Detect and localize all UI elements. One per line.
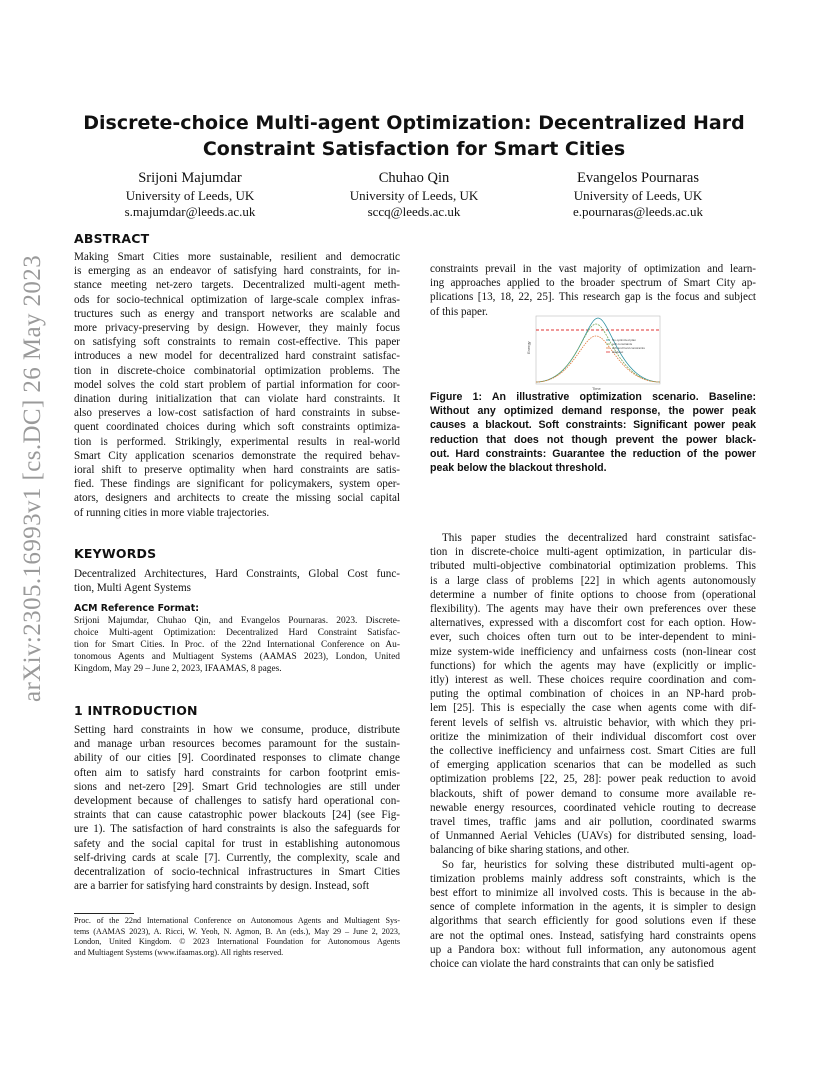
author-affiliation: University of Leeds, UK xyxy=(125,188,255,203)
paper-title xyxy=(60,110,768,162)
text-line: ing approaches applied to the broader spectrum of Smart City ap- xyxy=(430,277,756,290)
text-line: Srijoni Majumdar, Chuhao Qin, and Evangelos Pournaras. 2023. Discrete- xyxy=(74,616,400,626)
author-name: Chuhao Qin xyxy=(378,170,450,186)
text-line: Without any optimized demand response, the power peak xyxy=(430,405,756,418)
text-line: blackouts, shift of power demand to consume more available re- xyxy=(430,787,756,800)
text-line: are not the optimal ones. Instead, satisfying hard constraints opens xyxy=(430,929,756,942)
figure-legend xyxy=(606,338,645,354)
text-line: reduction that does not though prevent the power black- xyxy=(430,433,756,446)
text-line: Making Smart Cities more sustainable, resilient and democratic xyxy=(74,251,400,263)
text-line: timization problems mainly address soft constraints, which is the xyxy=(430,872,756,885)
figure-caption xyxy=(430,390,756,475)
text-line: plications [13, 18, 22, 25]. This research gap is the focus and subject xyxy=(430,291,756,304)
text-line: newable energy resources, coordinated vehicle routing to decrease xyxy=(430,801,756,814)
paragraph-2 xyxy=(430,858,756,972)
author-affiliation: University of Leeds, UK xyxy=(573,188,703,203)
intro-heading: 1 INTRODUCTION xyxy=(74,703,198,718)
text-line: puting the optimal combination of choices in an NP-hard prob- xyxy=(430,688,756,701)
text-line: model solves the cold start problem of partial information for coor- xyxy=(74,378,400,391)
text-line: ability of our cities [9]. Coordinated responses to climate change xyxy=(74,752,400,765)
legend-blackout: blackout xyxy=(612,350,624,354)
footnote-rule xyxy=(74,913,134,914)
text-line: choice can violate the hard constraints that can only be satisfied xyxy=(430,958,714,971)
keywords-text xyxy=(74,567,400,595)
abstract-heading: ABSTRACT xyxy=(74,231,150,246)
text-line: tion, Multi Agent Systems xyxy=(74,582,191,595)
text-line: fied. These findings are significant for policymakers, system oper- xyxy=(74,478,400,491)
text-line: out. Hard constraints: Guarantee the reduction of the power xyxy=(430,447,756,460)
text-line: straints that can cause catastrophic power blackouts [24] (see Fig- xyxy=(74,809,400,822)
text-line: causes a blackout. Soft constraints: Significant power peak xyxy=(430,419,756,432)
title-line-2: Constraint Satisfaction for Smart Cities xyxy=(202,138,626,160)
author-email: e.pournaras@leeds.ac.uk xyxy=(573,204,703,219)
text-line: of emerging application scenarios that can be modelled as such xyxy=(430,759,756,772)
text-line: ever, such choices often turn out to be inter-dependent to mini- xyxy=(430,631,756,644)
text-line: ferent levels of selfish vs. altruistic behavior, with which they pri- xyxy=(430,716,756,729)
soft-constraints-curve xyxy=(536,324,660,382)
text-line: development because of challenges to satisfy hard operational con- xyxy=(74,795,400,808)
figure-1 xyxy=(524,312,662,392)
right-body-text xyxy=(430,531,756,971)
keywords-heading-row xyxy=(74,546,156,561)
text-line: So far, heuristics for solving these distributed multi-agent op- xyxy=(442,858,756,871)
text-line: balancing of bike sharing stations, and other. xyxy=(430,844,630,857)
text-line: mize system-wide inefficiency and unfairness costs (non-linear cost xyxy=(430,645,756,658)
text-line: and manage urban resources becomes paramount for the sustain- xyxy=(74,738,400,751)
arxiv-stamp xyxy=(10,232,50,702)
text-line: Figure 1: An illustrative optimization scenario. Baseline: xyxy=(430,391,756,403)
author-email: s.majumdar@leeds.ac.uk xyxy=(124,204,256,219)
text-line: This paper studies the decentralized hard constraint satisfac- xyxy=(442,532,756,544)
text-line: constraints prevail in the vast majority of optimization and learn- xyxy=(430,263,756,275)
intro-text xyxy=(74,723,400,893)
text-line: lem [25]. This is especially the case when agents come with dif- xyxy=(430,702,756,715)
text-line: ods for socio-technical optimization of large-scale complex infras- xyxy=(74,293,400,306)
text-line: on satisfying soft constraints to remain cost-effective. This paper xyxy=(74,336,400,349)
text-line: the collective inefficiency and unfairness cost. Smart Cities are full xyxy=(430,745,756,758)
text-line: tion in discrete-choice combinatorial optimization problems. The xyxy=(74,364,400,377)
footnote xyxy=(74,916,400,959)
text-line: ioral shift to preserve optimality when hard constraints are satis- xyxy=(74,464,400,477)
baseline-curve xyxy=(536,318,660,382)
text-line: travel times, traffic jams and air pollution, coordinated swarms xyxy=(430,816,756,829)
right-top-text xyxy=(430,262,756,319)
text-line: are a barrier for satisfying hard constraints by design. Instead, soft xyxy=(74,880,370,893)
text-line: optimization problems [22, 25, 28]: power peak reduction to avoid xyxy=(430,773,756,786)
text-line: choice Multi-agent Optimization: Decentralized Hard Constraint Satisfac- xyxy=(74,628,400,638)
arxiv-id: arXiv:2305.16993v1 [cs.DC] 26 May 2023 xyxy=(19,254,46,702)
abstract-heading-row xyxy=(74,231,149,246)
author-affiliation: University of Leeds, UK xyxy=(349,188,479,203)
acm-text xyxy=(74,615,400,675)
legend-baseline: No optimized plan xyxy=(612,338,637,342)
text-line: of this paper. xyxy=(430,305,488,318)
text-line: up a Pandora box: without full information, any autonomous agent xyxy=(430,943,756,956)
text-line: safety and the social capital for trust in establishing autonomous xyxy=(74,837,400,850)
text-line: tion for Smart Cities. In Proc. of the 22nd International Conference on Au- xyxy=(74,640,400,650)
text-line: dination during initialization that can violate hard constraints. It xyxy=(74,393,400,406)
text-line: Smart City application scenarios demonstrate the required behav- xyxy=(74,449,400,462)
acm-heading: ACM Reference Format: xyxy=(74,603,199,614)
text-line: determine a number of finite options to choose from (operational xyxy=(430,588,756,601)
legend-hard: soft and hard constraints xyxy=(612,346,645,350)
text-line: oritize the minimization of their individual discomfort cost over xyxy=(430,730,756,743)
text-line: and Multiagent Systems (www.ifaamas.org). All rights reserved. xyxy=(74,948,284,958)
author-block-2 xyxy=(314,170,514,220)
text-line: best effort to minimize all involved costs. This is because in the ab- xyxy=(430,887,756,900)
text-line: Proc. of the 22nd International Conference on Autonomous Agents and Multiagent Sys- xyxy=(74,916,400,925)
text-line: more privacy-preserving by design. However, they mainly focus xyxy=(74,322,400,335)
figure-xlabel: Time xyxy=(592,386,601,391)
keywords-heading: KEYWORDS xyxy=(74,546,157,561)
text-line: London, United Kingdom. © 2023 International Foundation for Autonomous Agents xyxy=(74,937,400,947)
text-line: sions and net-zero [29]. Smart Grid technologies are still under xyxy=(74,780,400,793)
text-line: sence of complete information in the agents, it is simpler to design xyxy=(430,901,756,914)
paragraph-1 xyxy=(430,531,756,858)
text-line: also preserves a low-cost satisfaction of hard constraints in subse- xyxy=(74,407,400,420)
text-line: Setting hard constraints in how we consume, produce, distribute xyxy=(74,724,400,736)
text-line: algorithms that search efficiently for good solutions even if these xyxy=(430,915,756,928)
text-line: flexibility). The agents may have their own preferences over these xyxy=(430,603,756,616)
author-email: sccq@leeds.ac.uk xyxy=(367,204,461,219)
text-line: ure 1). The satisfaction of hard constraints is also the safeguards for xyxy=(74,823,400,836)
figure-ylabel: Energy xyxy=(526,341,531,354)
text-line: tributed multi-objective combinatorial optimization problems. This xyxy=(430,560,756,573)
hard-constraints-curve xyxy=(536,336,660,382)
text-line: of Unmanned Aerial Vehicles (UAVs) for distributed sensing, load- xyxy=(430,830,756,843)
text-line: is a large class of problems [22] in which agents autonomously xyxy=(430,574,756,587)
text-line: stance meeting net-zero targets. Decentralized multi-agent meth- xyxy=(74,279,400,292)
text-line: tion is performed. Strikingly, experimental results in real-world xyxy=(74,435,400,448)
legend-soft: soft constraints xyxy=(612,342,633,346)
text-line: tonomous Agents and Multiagent Systems (AAMAS 2023), London, United xyxy=(74,652,400,662)
text-line: of running cities in more viable trajectories. xyxy=(74,506,270,519)
text-line: tion in discrete-choice multi-agent optimization, in particular dis- xyxy=(430,546,756,559)
text-line: alternatives, expressed with a discomfort cost for each option. How- xyxy=(430,617,756,630)
title-line-1: Discrete-choice Multi-agent Optimization: Decentralized Hard xyxy=(83,112,745,134)
acm-reference xyxy=(74,603,400,675)
text-line: tructures such as energy and transport networks are scalable and xyxy=(74,307,400,320)
author-block-1 xyxy=(90,170,290,220)
text-line: peak below the blackout threshold. xyxy=(430,462,607,475)
author-block-3 xyxy=(538,170,738,220)
text-line: is emerging as an endeavor of satisfying hard constraints, for in- xyxy=(74,265,400,278)
intro-heading-row xyxy=(74,703,198,718)
author-name: Srijoni Majumdar xyxy=(138,170,242,186)
author-name: Evangelos Pournaras xyxy=(576,170,699,186)
abstract-text xyxy=(74,250,400,520)
text-line: tems (AAMAS 2023), A. Ricci, W. Yeoh, N. Agmon, B. An (eds.), May 29 – June 2, 2023, xyxy=(74,926,400,936)
text-line: introduces a new model for decentralized hard constraint satisfac- xyxy=(74,350,400,363)
text-line: self-driving cards at scale [7]. Currently, the complexity, scale and xyxy=(74,851,400,864)
text-line: decentralization of socio-technical infrastructures in Smart Cities xyxy=(74,866,400,879)
text-line: ators, designers and architects to create the missing social capital xyxy=(74,492,400,505)
text-line: functions) for which the agents may have (explicitly or implic- xyxy=(430,659,756,672)
text-line: Decentralized Architectures, Hard Constraints, Global Cost func- xyxy=(74,568,400,580)
text-line: itly) interest as well. These choices require coordination and com- xyxy=(430,674,756,687)
text-line: Kingdom, May 29 – June 2, 2023, IFAAMAS, 8 pages. xyxy=(74,664,282,674)
plot-frame xyxy=(536,316,660,384)
text-line: often aim to satisfy hard constraints for carbon footprint emis- xyxy=(74,766,400,779)
text-line: quent coordinated choices during which soft constraints optimiza- xyxy=(74,421,400,434)
